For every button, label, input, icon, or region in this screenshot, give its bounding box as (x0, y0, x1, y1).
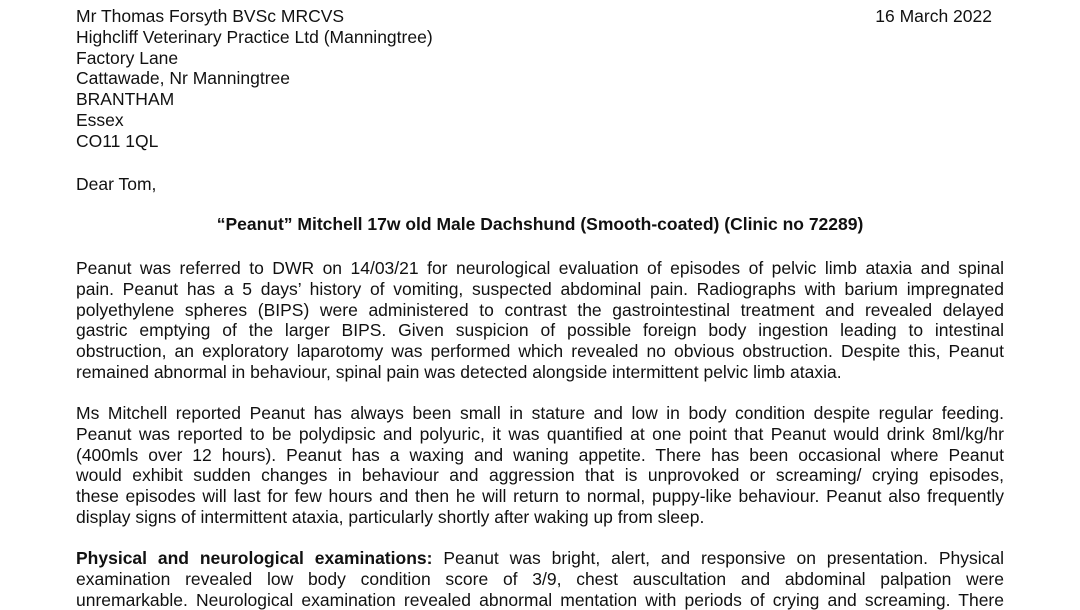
examinations-line-start: Peanut was bright, alert, and responsive on presentation. Physical (432, 548, 1004, 568)
recipient-practice: Highcliff Veterinary Practice Ltd (Manningtree) (76, 26, 433, 47)
paragraph-line: (400mls over 12 hours). Peanut has a waxing and waning appetite. There has been occasional where Peanut (76, 444, 1004, 465)
recipient-street: Factory Lane (76, 47, 179, 68)
paragraph-line: polyethylene spheres (BIPS) were administered to contrast the gastrointestinal treatment and revealed delayed (76, 299, 1004, 320)
paragraph-line: gastric emptying of the larger BIPS. Given suspicion of possible foreign body ingestion leading to intestinal (76, 320, 1004, 341)
examinations-heading: Physical and neurological examinations: (76, 548, 433, 568)
recipient-postcode: CO11 1QL (76, 130, 159, 151)
paragraph-line: examination revealed low body condition score of 3/9, chest auscultation and abdominal palpation were (76, 568, 1004, 589)
recipient-address (76, 6, 433, 152)
paragraph-line: unremarkable. Neurological examination revealed abnormal mentation with periods of crying and screaming. There (76, 589, 1004, 610)
recipient-county: Essex (76, 109, 124, 130)
paragraph-line: obstruction, an exploratory laparotomy was performed which revealed no obvious obstruction. Despite this, Peanut (76, 341, 1004, 362)
paragraph-line: Peanut was referred to DWR on 14/03/21 for neurological evaluation of episodes of pelvic limb ataxia and spinal (76, 258, 1004, 278)
paragraph-line (76, 548, 1004, 569)
recipient-locality: Cattawade, Nr Manningtree (76, 68, 290, 89)
paragraph-owner-report (76, 403, 1004, 528)
paragraph-line: would exhibit sudden changes in behaviour and aggression that is unprovoked or screaming/ crying episodes, (76, 465, 1004, 486)
salutation: Dear Tom, (76, 174, 157, 194)
paragraph-line: Ms Mitchell reported Peanut has always been small in stature and low in body condition despite regular feeding. (76, 403, 1004, 423)
subject-heading: “Peanut” Mitchell 17w old Male Dachshund (Smooth-coated) (Clinic no 72289) (216, 214, 864, 234)
paragraph-line: display signs of intermittent ataxia, particularly shortly after waking up from sleep. (76, 506, 705, 527)
paragraph-examinations (76, 548, 1004, 610)
paragraph-referral-history (76, 258, 1004, 383)
recipient-name: Mr Thomas Forsyth BVSc MRCVS (76, 6, 345, 26)
paragraph-line: remained abnormal in behaviour, spinal pain was detected alongside intermittent pelvic limb ataxia. (76, 361, 842, 382)
letter-date: 16 March 2022 (875, 6, 992, 26)
paragraph-line: Peanut was reported to be polydipsic and polyuric, it was quantified at one point that Peanut would drink 8ml/kg/hr (76, 423, 1004, 444)
paragraph-line: these episodes will last for few hours and then he will return to normal, puppy-like behaviour. Peanut also frequently (76, 486, 1004, 507)
recipient-town: BRANTHAM (76, 89, 175, 110)
paragraph-line: pain. Peanut has a 5 days’ history of vomiting, suspected abdominal pain. Radiographs with barium impregnated (76, 278, 1004, 299)
